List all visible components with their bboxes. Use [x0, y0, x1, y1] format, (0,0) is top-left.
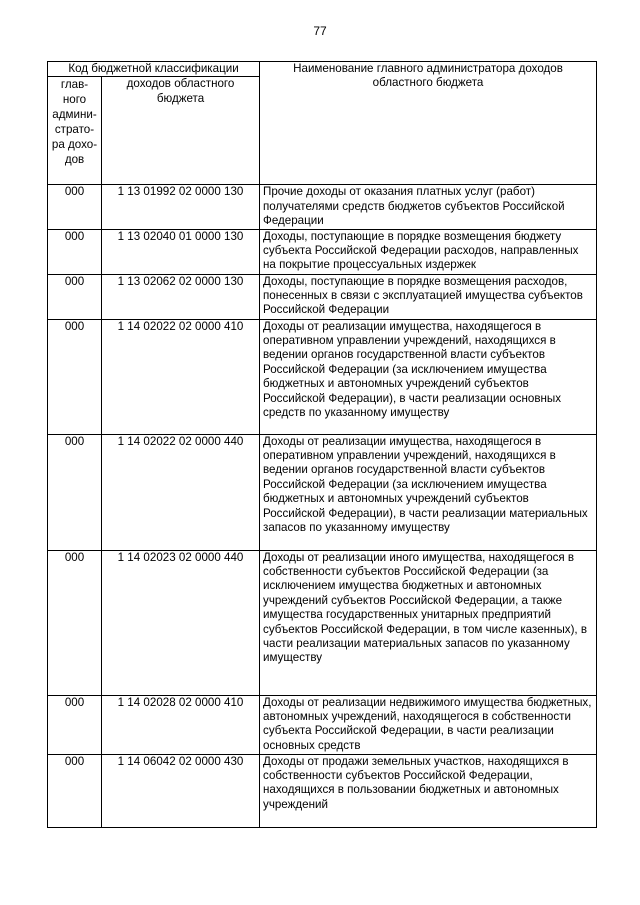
table-row	[48, 434, 597, 550]
admin-code-cell: 000	[48, 319, 102, 434]
table-row	[48, 274, 597, 319]
income-name-cell: Доходы от реализации имущества, находящегося в оперативном управлении учреждений, находящихся в ведении органов государственной власти субъектов Российской Федерации (за исключением имущества бюджетных и автономных учреждений субъектов Российской Федерации), в части реализации материальных запасов по указанному имуществу	[260, 434, 597, 550]
page-number: 77	[313, 24, 327, 38]
income-code-cell: 1 13 02040 01 0000 130	[102, 229, 260, 274]
table-row	[48, 319, 597, 434]
table-row	[48, 754, 597, 827]
income-code-cell: 1 13 02062 02 0000 130	[102, 274, 260, 319]
table-row	[48, 229, 597, 274]
income-name-cell: Доходы от реализации иного имущества, находящегося в собственности субъектов Российской Федерации (за исключением имущества бюджетных и автономных учреждений субъектов Российской Федерации, а также имущества государственных унитарных предприятий субъектов Российской Федерации, в том числе казенных), в части реализации материальных запасов по указанному имуществу	[260, 550, 597, 695]
admin-code-cell: 000	[48, 229, 102, 274]
admin-code-cell: 000	[48, 274, 102, 319]
header-administrator-name: Наименование главного администратора доходов областного бюджета	[260, 62, 597, 185]
header-income-code: доходов областного бюджета	[102, 77, 260, 185]
admin-code-cell: 000	[48, 550, 102, 695]
table-row	[48, 550, 597, 695]
table-row	[48, 695, 597, 754]
table-header	[48, 62, 597, 185]
income-code-cell: 1 14 02022 02 0000 440	[102, 434, 260, 550]
income-name-cell: Доходы, поступающие в порядке возмещения расходов, понесенных в связи с эксплуатацией имущества субъектов Российской Федерации	[260, 274, 597, 319]
income-name-cell: Доходы от продажи земельных участков, находящихся в собственности субъектов Российской Федерации, находящихся в пользовании бюджетных и автономных учреждений	[260, 754, 597, 827]
table-body	[48, 185, 597, 827]
income-code-cell: 1 14 02022 02 0000 410	[102, 319, 260, 434]
income-name-cell: Доходы от реализации недвижимого имущества бюджетных, автономных учреждений, находящегося в собственности субъекта Российской Федерации, в части реализации основных средств	[260, 695, 597, 754]
table-row	[48, 185, 597, 229]
income-code-cell: 1 13 01992 02 0000 130	[102, 185, 260, 229]
header-admin-code	[48, 77, 102, 185]
income-code-cell: 1 14 06042 02 0000 430	[102, 754, 260, 827]
income-name-cell: Доходы, поступающие в порядке возмещения бюджету субъекта Российской Федерации расходов, направленных на покрытие процессуальных издержек	[260, 229, 597, 274]
header-budget-classification-code: Код бюджетной классификации	[48, 62, 260, 77]
admin-code-cell: 000	[48, 754, 102, 827]
admin-code-cell: 000	[48, 695, 102, 754]
admin-code-cell: 000	[48, 185, 102, 229]
admin-code-cell: 000	[48, 434, 102, 550]
income-name-cell: Доходы от реализации имущества, находящегося в оперативном управлении учреждений, находящихся в ведении органов государственной власти субъектов Российской Федерации (за исключением имущества бюджетных и автономных учреждений субъектов Российской Федерации), в части реализации основных средств по указанному имуществу	[260, 319, 597, 434]
income-code-cell: 1 14 02023 02 0000 440	[102, 550, 260, 695]
header-admin-code-text: глав- ного админи- страто- ра дохо- дов	[51, 78, 98, 167]
income-name-cell: Прочие доходы от оказания платных услуг (работ) получателями средств бюджетов субъектов Российской Федерации	[260, 185, 597, 229]
budget-classification-table	[47, 61, 597, 828]
income-code-cell: 1 14 02028 02 0000 410	[102, 695, 260, 754]
